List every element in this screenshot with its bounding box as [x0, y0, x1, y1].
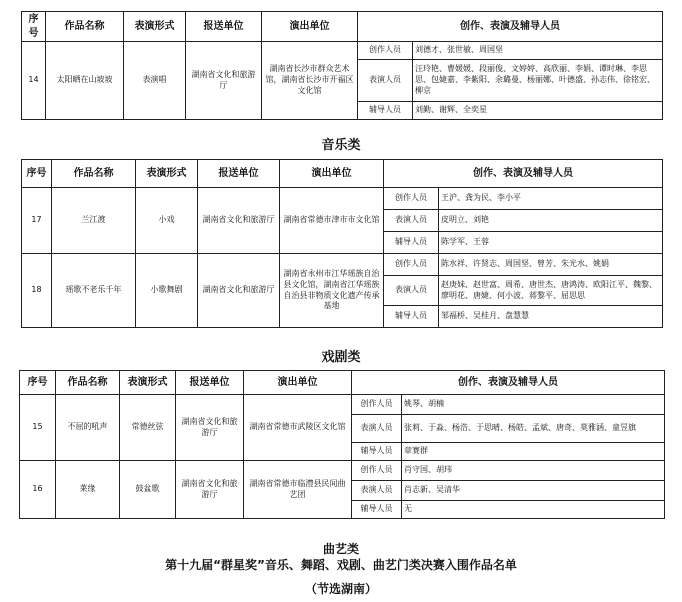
row-form: 鼓盆歌 [120, 461, 176, 519]
header-performer: 演出单位 [262, 12, 358, 42]
caption-music: 音乐类 [321, 138, 361, 153]
header-form: 表演形式 [124, 12, 186, 42]
names-perform: 皮明立、刘艳 [439, 210, 663, 232]
role-coach: 辅导人员 [384, 306, 439, 328]
row-no: 14 [22, 42, 46, 120]
header-no: 序号 [22, 160, 52, 188]
names-perform: 汪玲艳、曹媛媛、段丽俊、文婷婷、高欣丽、李娟、谭时琳、李思思、包婕嘉、李紫阳、余璐曼、杨丽娜、叶德盛、孙志伟、徐铭宏、柳京 [413, 60, 663, 102]
row-work: 不屈的吼声 [56, 395, 120, 461]
row-no: 18 [22, 254, 52, 328]
names-perform: 肖志新、吴清华 [402, 481, 665, 501]
names-coach: 章赛群 [402, 443, 665, 461]
row-unit: 湖南省文化和旅游厅 [176, 395, 244, 461]
header-unit: 报送单位 [186, 12, 262, 42]
role-perform: 表演人员 [358, 60, 413, 102]
header-staff: 创作、表演及辅导人员 [352, 371, 665, 395]
row-performer: 湖南省常德市津市市文化馆 [280, 188, 384, 254]
row-performer: 湖南省常德市临澧县民间曲艺团 [244, 461, 352, 519]
names-coach: 邹福桥、吴桂月、盘慧慧 [439, 306, 663, 328]
header-staff: 创作、表演及辅导人员 [384, 160, 663, 188]
names-create: 刘德才、张世敏、周国坚 [413, 42, 663, 60]
row-performer: 湖南省永州市江华瑶族自治县文化馆，湖南省江华瑶族自治县非物质文化遗产传承基地 [280, 254, 384, 328]
table-row [22, 42, 663, 60]
role-perform: 表演人员 [352, 481, 402, 501]
row-unit: 湖南省文化和旅游厅 [186, 42, 262, 120]
role-coach: 辅导人员 [384, 232, 439, 254]
row-no: 17 [22, 188, 52, 254]
subtitle: （节选湖南） [304, 582, 377, 596]
names-create: 王沪、龚为民、李小平 [439, 188, 663, 210]
row-performer: 湖南省常德市武陵区文化馆 [244, 395, 352, 461]
row-unit: 湖南省文化和旅游厅 [176, 461, 244, 519]
names-create: 姚琴、胡楠 [402, 395, 665, 415]
header-staff: 创作、表演及辅导人员 [358, 12, 663, 42]
role-perform: 表演人员 [352, 415, 402, 443]
role-create: 创作人员 [358, 42, 413, 60]
role-create: 创作人员 [352, 395, 402, 415]
header-work: 作品名称 [46, 12, 124, 42]
role-coach: 辅导人员 [352, 443, 402, 461]
row-no: 15 [20, 395, 56, 461]
row-work: 瑶歌不老乐千年 [52, 254, 136, 328]
header-performer: 演出单位 [244, 371, 352, 395]
row-form: 小歌舞剧 [136, 254, 198, 328]
header-unit: 报送单位 [176, 371, 244, 395]
music-table [21, 11, 663, 120]
main-title: 第十九届“群星奖”音乐、舞蹈、戏剧、曲艺门类决赛入围作品名单 [165, 558, 517, 572]
header-work: 作品名称 [52, 160, 136, 188]
names-coach: 刘勤、谢辉、全奕星 [413, 102, 663, 120]
row-form: 常德丝弦 [120, 395, 176, 461]
row-no: 16 [20, 461, 56, 519]
role-create: 创作人员 [384, 254, 439, 276]
row-unit: 湖南省文化和旅游厅 [198, 254, 280, 328]
row-form: 表演唱 [124, 42, 186, 120]
names-coach: 无 [402, 501, 665, 519]
table-row [20, 395, 665, 415]
role-perform: 表演人员 [384, 276, 439, 306]
names-create: 肖守国、胡玮 [402, 461, 665, 481]
header-performer: 演出单位 [280, 160, 384, 188]
caption-quyi: 曲艺类 [322, 542, 359, 556]
drama-table [21, 159, 663, 328]
names-coach: 陈学军、王蓉 [439, 232, 663, 254]
role-coach: 辅导人员 [358, 102, 413, 120]
header-no: 序号 [22, 12, 46, 42]
row-performer: 湖南省长沙市群众艺术馆，湖南省长沙市开福区文化馆 [262, 42, 358, 120]
names-create: 陈水祥、许贤志、周国坚、曾芳、朱光水、姚娟 [439, 254, 663, 276]
role-perform: 表演人员 [384, 210, 439, 232]
header-form: 表演形式 [120, 371, 176, 395]
table-row [22, 188, 663, 210]
role-coach: 辅导人员 [352, 501, 402, 519]
row-unit: 湖南省文化和旅游厅 [198, 188, 280, 254]
names-perform: 张莉、于淼、杨浩、于思晴、杨皓、孟斌、唐奇、莫雅涵、童昱旗 [402, 415, 665, 443]
header-unit: 报送单位 [198, 160, 280, 188]
role-create: 创作人员 [384, 188, 439, 210]
names-perform: 赵庚妹、赵世富、周希、唐世杰、唐鸿涛、欧阳江平、魏黎、廖明花、唐婕、何小波、蒋黎平、屈思思 [439, 276, 663, 306]
role-create: 创作人员 [352, 461, 402, 481]
header-no: 序号 [20, 371, 56, 395]
row-work: 太阳晒在山坡坡 [46, 42, 124, 120]
row-form: 小戏 [136, 188, 198, 254]
header-form: 表演形式 [136, 160, 198, 188]
quyi-table [19, 370, 665, 519]
table-row [20, 461, 665, 481]
header-work: 作品名称 [56, 371, 120, 395]
row-work: 兰江渡 [52, 188, 136, 254]
table-row [22, 254, 663, 276]
caption-drama: 戏剧类 [321, 350, 361, 365]
row-work: 莱缘 [56, 461, 120, 519]
